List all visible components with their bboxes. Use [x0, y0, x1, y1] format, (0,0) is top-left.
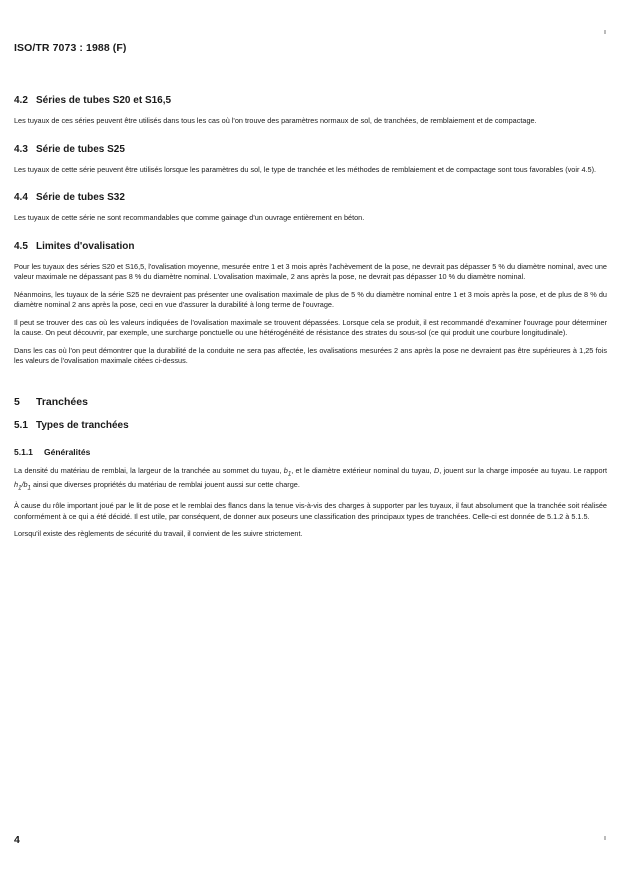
section-number: 4.2: [14, 95, 28, 106]
paragraph: Dans les cas où l'on peut démontrer que la durabilité de la conduite ne sera pas affectée, les ovalisations mesurées 2 ans après la pose ne devraient pas être supérieures à 1,25 fois les valeurs de l'ovalisation maximale citées ci-dessus.: [14, 345, 607, 365]
page-number: 4: [14, 834, 20, 846]
document-header: ISO/TR 7073 : 1988 (F): [14, 42, 127, 54]
section-number: 4.3: [14, 143, 28, 155]
subsection-title: Généralités: [44, 447, 91, 458]
subsection-number: 5.1.1: [14, 447, 33, 458]
section-title: Types de tranchées: [36, 420, 129, 432]
paragraph: Lorsqu'il existe des règlements de sécurité du travail, il convient de les suivre strictement.: [14, 529, 303, 539]
ratio-h1-b1: $h_1/b_1$: [14, 480, 31, 492]
subsection-heading-5-1-1: [14, 447, 607, 457]
section-heading-4-4: [14, 192, 607, 204]
paragraph: À cause du rôle important joué par le lit de pose et le remblai des flancs dans la tenue vis-à-vis des charges à supporter par les tuyaux, il faut absolument que la tranchée soit réalisée conformément à ce qui a été décidé. Il est utile, par conséquent, de donner aux poseurs une classification des principaux types de tranchées. Celle-ci est donnée de 5.1.2 à 5.1.5.: [14, 501, 607, 521]
paragraph-with-formula: La densité du matériau de remblai, la largeur de la tranchée au sommet du tuyau, $b_1$, et le diamètre extérieur nominal du tuyau, D, jouent sur la charge imposée au tuyau. Le rapport $h_1/b_1$ ainsi que diverses propriétés du matériau de remblai jouent aussi sur cette charge.: [14, 466, 607, 492]
section-heading-4-3: [14, 144, 607, 156]
chapter-title: Tranchées: [36, 395, 88, 408]
paragraph: Il peut se trouver des cas où les valeurs indiquées de l'ovalisation maximale se trouvent dépassées. Lorsque cela se produit, il est recommandé d'examiner l'ouvrage pour déterminer la cause. On peut découvrir, par exemple, une surcharge ponctuelle ou une hétérogénéité de résistance des strates du sous-sol (ce qui produit une courbure longitudinale).: [14, 317, 607, 337]
section-number: 4.4: [14, 192, 28, 203]
section-heading-4-5: [14, 241, 607, 253]
var-D: D: [433, 466, 440, 476]
scan-mark: [604, 836, 606, 840]
chapter-heading-5: [14, 396, 607, 409]
chapter-number: 5: [14, 395, 20, 408]
paragraph: Néanmoins, les tuyaux de la série S25 ne devraient pas présenter une ovalisation maximale de plus de 5 % du diamètre nominal entre 1 et 3 mois après la pose, et de plus de 8 % du diamètre nominal 2 ans après la pose, ceci en vue d'assurer la durabilité à long terme de l'ouvrage.: [14, 289, 607, 309]
paragraph: Les tuyaux de cette série ne sont recommandables que comme gainage d'un ouvrage entièrement en béton.: [14, 213, 365, 222]
document-body: [14, 95, 607, 547]
paragraph: Les tuyaux de cette série peuvent être utilisés lorsque les paramètres du sol, le type de tranchée et les méthodes de remblaiement et de compactage sont tous favorables (voir 4.5).: [14, 164, 597, 174]
section-title: Séries de tubes S20 et S16,5: [36, 95, 172, 106]
section-heading-5-1: [14, 420, 607, 432]
section-title: Série de tubes S25: [36, 143, 125, 155]
section-heading-4-2: [14, 95, 607, 107]
section-number: 5.1: [14, 420, 28, 432]
paragraph: Pour les tuyaux des séries S20 et S16,5, l'ovalisation moyenne, mesurée entre 1 et 3 mois après l'achèvement de la pose, ne devrait pas dépasser 5 % du diamètre nominal, avec une valeur maximale ne dépassant pas 8 % du diamètre nominal. L'ovalisation maximale, 2 ans après la pose, ne devrait pas dépasser 10 % du diamètre nominal.: [14, 261, 607, 281]
section-title: Série de tubes S32: [36, 192, 125, 203]
section-number: 4.5: [14, 240, 28, 252]
paragraph: Les tuyaux de ces séries peuvent être utilisés dans tous les cas où l'on trouve des paramètres normaux de sol, de tranchées, de remblaiement et de compactage.: [14, 116, 537, 125]
section-title: Limites d'ovalisation: [36, 240, 135, 252]
scan-mark: [604, 30, 606, 34]
var-b1: $b_1$: [283, 466, 292, 478]
